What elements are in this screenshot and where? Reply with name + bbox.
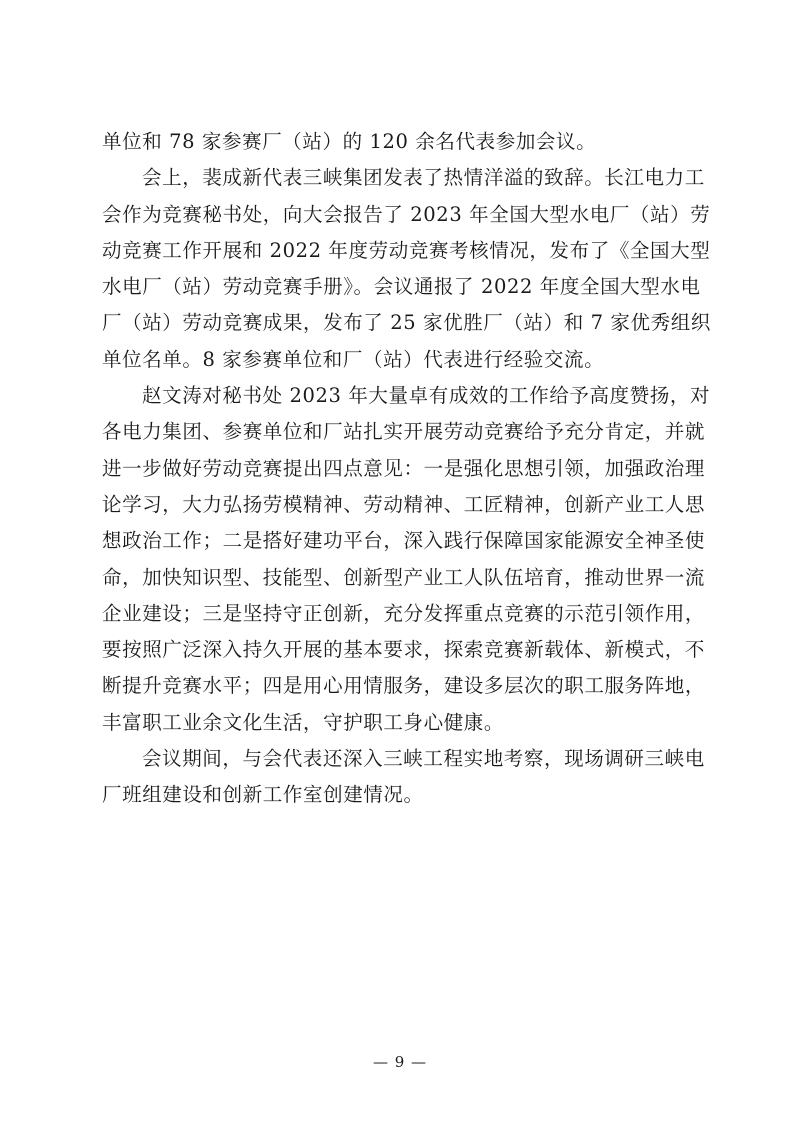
- text-line: 企业建设；三是坚持守正创新，充分发挥重点竞赛的示范引领作用，: [102, 601, 706, 625]
- body-text: [102, 124, 711, 814]
- text-line: 想政治工作；二是搭好建功平台，深入践行保障国家能源安全神圣使: [102, 529, 706, 553]
- text-line: 丰富职工业余文化生活，守护职工身心健康。: [102, 710, 505, 734]
- text-line: 单位和 78 家参赛厂（站）的 120 余名代表参加会议。: [102, 130, 597, 153]
- text-line: 动竞赛工作开展和 2022 年度劳动竞赛考核情况，发布了《全国大型: [102, 238, 711, 262]
- text-line: 单位名单。8 家参赛单位和厂（站）代表进行经验交流。: [102, 347, 605, 371]
- text-line: 各电力集团、参赛单位和厂站扎实开展劳动竞赛给予充分肯定，并就: [102, 420, 706, 444]
- text-line: 水电厂（站）劳动竞赛手册》。会议通报了 2022 年度全国大型水电: [102, 275, 701, 299]
- text-line: 论学习，大力弘扬劳模精神、劳动精神、工匠精神，创新产业工人思: [102, 492, 706, 516]
- text-line: 命，加快知识型、技能型、创新型产业工人队伍培育，推动世界一流: [102, 565, 706, 589]
- text-line: 会作为竞赛秘书处，向大会报告了 2023 年全国大型水电厂（站）劳: [102, 202, 711, 226]
- text-line: 断提升竞赛水平；四是用心用情服务，建设多层次的职工服务阵地，: [102, 674, 706, 698]
- page-number: — 9 —: [372, 1053, 428, 1071]
- text-line: 要按照广泛深入持久开展的基本要求，探索竞赛新载体、新模式，不: [102, 638, 706, 662]
- paragraph-first-line: 赵文涛对秘书处 2023 年大量卓有成效的工作给予高度赞扬，对: [142, 384, 711, 408]
- paragraph-first-line: 会上，裴成新代表三峡集团发表了热情洋溢的致辞。长江电力工: [142, 166, 705, 190]
- text-line: 进一步做好劳动竞赛提出四点意见：一是强化思想引领，加强政治理: [102, 456, 706, 480]
- paragraph-first-line: 会议期间，与会代表还深入三峡工程实地考察，现场调研三峡电: [142, 747, 705, 771]
- text-line: 厂（站）劳动竞赛成果，发布了 25 家优胜厂（站）和 7 家优秀组织: [102, 311, 711, 335]
- text-line: 厂班组建设和创新工作室创建情况。: [102, 783, 424, 807]
